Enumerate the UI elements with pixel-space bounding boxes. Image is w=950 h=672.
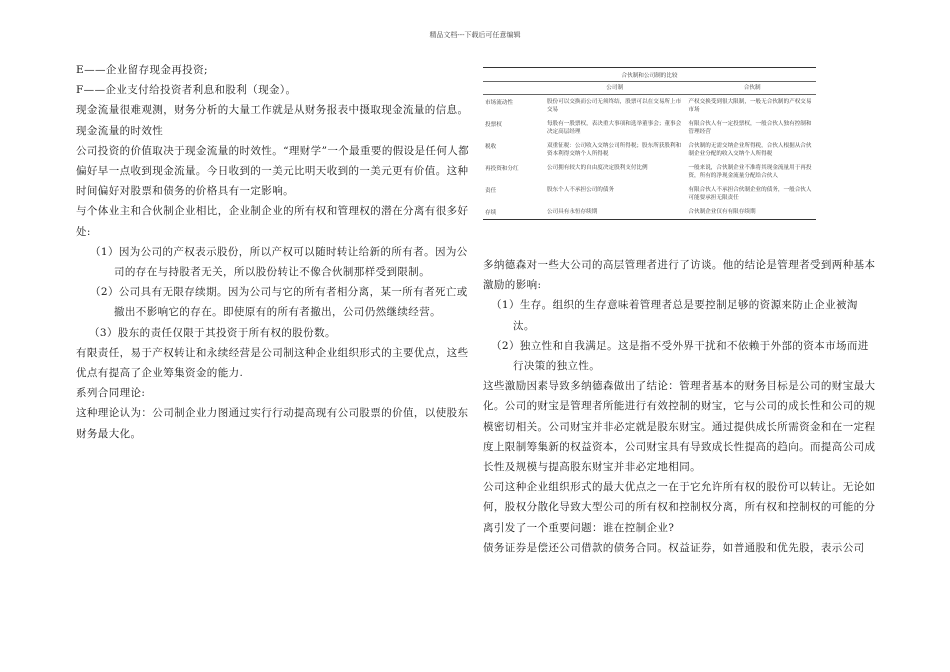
table-row (483, 95, 816, 117)
table-header-row (483, 82, 816, 95)
paragraph: （3）股东的责任仅限于其投资于所有权的股份数。 (89, 326, 336, 339)
table-caption: 合伙制和公司制的比较 (483, 68, 816, 82)
table-cell: 双重征税：公司收入交纳公司所得税；股东所获股利和资本利得交纳个人所得税 (546, 143, 682, 157)
table-header-cell (483, 84, 541, 92)
table-cell: 股份可以交换而公司无须终结，股票可以在交易所上市交易 (546, 99, 682, 113)
paragraph: 系列合同理论: (76, 387, 146, 400)
table-cell: 市场流动性 (485, 100, 513, 106)
table-cell: 股东个人不承担公司的债务 (546, 187, 615, 193)
table-row (483, 117, 816, 139)
paragraph: 这些激励因素导致多纳德森做出了结论：管理者基本的财务目标是公司的财宝最大化。公司的财宝是管理者所能进行有效控制的财宝，它与公司的成长性和公司的规模密切相关。公司财宝并非必定就是股东财宝。通过提供成长所需资金和在一定程度上限制筹集新的权益资本，公司财宝具有导致成长性提高的趋向。而提高公司成长性及规模与提高股东财宝并非必定地相同。 (483, 380, 876, 474)
table-row (483, 161, 816, 183)
table-cell: 公司具有永恒存续期 (546, 209, 598, 215)
page-header: 精品文档---下载后可任意编辑 (429, 31, 521, 39)
comparison-table (483, 67, 816, 220)
table-cell: 产权交换受到很大限制，一般无合伙制的产权交易市场 (688, 99, 812, 113)
table-cell: 一般来说，合伙制企业不准将其现金流量用于再投资，所有的净现金流量分配给合伙人 (688, 165, 812, 179)
table-row (483, 183, 816, 205)
table-cell: 每股有一股票权，表决重大事项和选举董事会；董事会决定高层经理 (546, 121, 682, 135)
table-cell: 合伙制企业仅有有限存续期 (688, 209, 756, 215)
paragraph: 公司投资的价值取决于现金流量的时效性。“理财学”一个最重要的假设是任何人都偏好早一点收到现金流量。今日收到的一美元比明天收到的一美元更有价值。这种时间偏好对股票和债务的价格具有一定影响。 (76, 144, 470, 198)
table-cell: 合伙制的无需交纳企业所得税，合伙人根据从合伙制企业分配的收入交纳个人所得税 (688, 143, 812, 157)
paragraph: 这种理论认为：公司制企业力图通过实行行动提高现有公司股票的价值，以使股东财务最大化。 (76, 407, 469, 440)
table-header-cell: 合伙制 (743, 85, 761, 91)
right-column (483, 255, 878, 558)
paragraph: 多纳德森对一些大公司的高层管理者进行了访谈。他的结论是管理者受到两种基本激励的影响: (483, 259, 876, 292)
table-cell: 投票权 (485, 122, 502, 128)
left-column (76, 60, 476, 444)
table-cell: 税收 (485, 144, 497, 150)
paragraph: 有限责任，易于产权转让和永续经营是公司制这种企业组织形式的主要优点，这些优点有提高了企业筹集资金的能力. (76, 346, 469, 380)
table-header-cell: 公司制 (606, 85, 624, 91)
table-cell: 有限合伙人不承担合伙制企业的债务，一般合伙人可能要承担无限责任 (688, 187, 812, 201)
paragraph: F——企业支付给投资者利息和股利（现金）。 (76, 84, 297, 97)
table-cell: 公司拥有较大的自由度决定股利支付比例 (546, 165, 648, 171)
paragraph: （2）公司具有无限存续期。因为公司与它的所有者相分离，某一所有者死亡或撤出不影响它的存在。即使原有的所有者撤出，公司仍然继续经营。 (90, 286, 468, 319)
paragraph: E——企业留存现金再投资; (76, 64, 208, 76)
paragraph: （1）因为公司的产权表示股份，所以产权可以随时转让给新的所有者。因为公司的存在与持股者无关，所以股份转让不像合伙制那样受到限制。 (90, 245, 468, 279)
paragraph: 与个体业主和合伙制企业相比，企业制企业的所有权和管理权的潜在分离有很多好处: (76, 205, 469, 238)
table-row (483, 205, 816, 219)
paragraph: 现金流量的时效性 (76, 124, 164, 137)
table-cell: 有限合伙人有一定投票权，一般合伙人独有控制和管理经营 (688, 121, 812, 135)
table-cell: 存续 (485, 210, 497, 216)
table-row (483, 139, 816, 161)
paragraph: （1）生存。组织的生存意味着管理者总是要控制足够的资源来防止企业被淘汰。 (491, 299, 858, 332)
paragraph: 公司这种企业组织形式的最大优点之一在于它允许所有权的股份可以转让。无论如何，股权分散化导致大型公司的所有权和控制权分离，所有权和控制权的可能的分离引发了一个重要问题：谁在控制企业? (483, 481, 876, 534)
paragraph: 现金流量很难观测，财务分析的大量工作就是从财务报表中摄取现金流量的信息。 (76, 104, 469, 117)
paragraph: 债务证券是偿还公司借款的债务合同。权益证券，如普通股和优先股，表示公司 (483, 541, 865, 554)
table-cell: 再投资和分红 (485, 166, 519, 172)
table-cell: 责任 (485, 188, 497, 194)
paragraph: （2）独立性和自我满足。这是指不受外界干扰和不依赖于外部的资本市场而进行决策的独立性。 (491, 339, 869, 373)
